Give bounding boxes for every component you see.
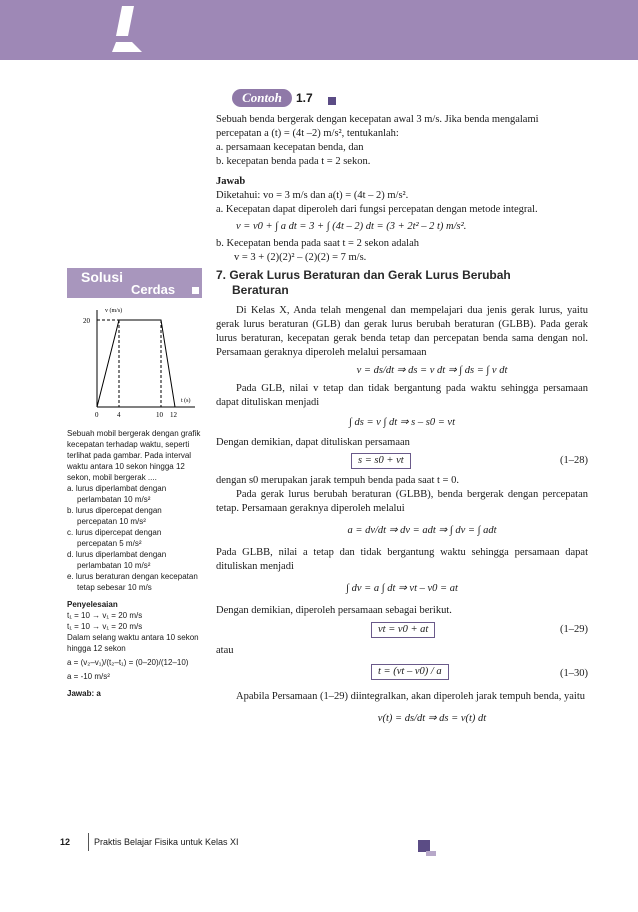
problem-item-b: b. kecepatan benda pada t = 2 sekon. <box>216 156 371 167</box>
book-title: Praktis Belajar Fisika untuk Kelas XI <box>94 837 239 847</box>
diketahui-line: Diketahui: vo = 3 m/s dan a(t) = (4t – 2) m/s². <box>216 190 409 201</box>
cerdas-title: Cerdas <box>131 282 176 297</box>
chapter-mark-icon <box>112 6 142 52</box>
section-title-line-2: Beraturan <box>232 283 289 297</box>
equation-5: ∫ dv = a ∫ dt ⇒ vt – v0 = at <box>346 583 458 594</box>
solution-line-1: t₁ = 10 → v₁ = 20 m/s <box>67 611 143 620</box>
solusi-title: Solusi <box>81 269 124 285</box>
sidebar-content <box>67 428 202 699</box>
header-square-icon <box>192 287 199 294</box>
problem-item-a: a. persamaan kecepatan benda, dan <box>216 142 364 153</box>
problem-line-1: Sebuah benda bergerak dengan kecepatan awal 3 m/s. Jika benda mengalami <box>216 114 539 125</box>
option-c: c. lurus dipercepat dengan percepatan 5 m/s² <box>67 528 162 548</box>
equation-3-row <box>216 453 588 471</box>
velocity-line <box>97 320 175 407</box>
option-d: d. lurus diperlambat dengan perlambatan 10 m/s² <box>67 550 167 570</box>
equation-3: s = s0 + vt <box>351 453 411 469</box>
atau-label: atau <box>216 645 234 656</box>
section-title <box>216 268 588 298</box>
penyelesaian-label: Penyelesaian <box>67 600 118 609</box>
graph-xlabel: t (s) <box>181 398 191 404</box>
problem-line-2: percepatan a (t) = (4t –2) m/s², tentukanlah: <box>216 128 399 139</box>
step-b: b. Kecepatan benda pada saat t = 2 sekon adalah <box>216 238 420 249</box>
equation-a: v = v0 + ∫ a dt = 3 + ∫ (4t – 2) dt = (3 + 2t² – 2 t) m/s². <box>236 221 467 232</box>
equation-2: ∫ ds = v ∫ dt ⇒ s – s0 = vt <box>348 417 455 428</box>
page-number: 12 <box>60 837 71 847</box>
graph-xtick-12: 12 <box>170 411 177 419</box>
graph-xtick-10: 10 <box>156 411 163 419</box>
header-band <box>0 0 638 60</box>
section-body <box>216 304 588 726</box>
footer-accent-icon <box>426 851 436 856</box>
step-a: a. Kecepatan dapat diperoleh dari fungsi percepatan dengan metode integral. <box>216 204 538 215</box>
solution-line-2: t₁ = 10 → v₁ = 20 m/s <box>67 622 143 631</box>
contoh-number: 1.7 <box>296 91 313 105</box>
example-block <box>216 113 588 265</box>
graph-ylabel: v (m/s) <box>105 308 123 314</box>
contoh-square-icon <box>328 97 336 105</box>
solution-line-4: a = (v₂–v₁)/(t₂–t₁) = (0–20)/(12–10) <box>67 658 189 667</box>
equation-6-row <box>216 622 588 640</box>
paragraph-8: Apabila Persamaan (1–29) diintegralkan, akan diperoleh jarak tempuh benda, yaitu <box>236 691 586 702</box>
paragraph-7: Dengan demikian, diperoleh persamaan sebagai berikut. <box>216 605 452 616</box>
equation-4: a = dv/dt ⇒ dv = adt ⇒ ∫ dv = ∫ adt <box>347 525 497 536</box>
paragraph-3: Dengan demikian, dapat dituliskan persamaan <box>216 437 410 448</box>
paragraph-1: Di Kelas X, Anda telah mengenal dan mempelajari dua jenis gerak lurus, yaitu gerak lurus beraturan (GLB) dan gerak lurus berubah beraturan (GLBB). Pada gerak lurus beraturan, kecepatan gerak benda tetap dan percepatan benda sama dengan nol. Persamaan geraknya diperoleh melalui persamaan <box>216 305 588 358</box>
equation-8: v(t) = ds/dt ⇒ ds = v(t) dt <box>377 713 487 724</box>
equation-6-number: (1–29) <box>560 624 588 635</box>
jawab-label: Jawab <box>216 176 246 187</box>
option-b: b. lurus dipercepat dengan percepatan 10 m/s² <box>67 506 162 526</box>
sidebar-answer: Jawab: a <box>67 689 101 698</box>
graph-xtick-0: 0 <box>95 411 99 419</box>
sidebar-question: Sebuah mobil bergerak dengan grafik kecepatan terhadap waktu, seperti terlihat pada gambar. Pada interval waktu antara 10 sekon hingga 12 sekon, mobil bergerak .... <box>67 429 201 482</box>
section-title-line-1: 7. Gerak Lurus Beraturan dan Gerak Lurus Berubah <box>216 268 511 282</box>
paragraph-2: Pada GLB, nilai v tetap dan tidak bergantung pada waktu sehingga persamaan dapat dituliskan menjadi <box>216 383 588 408</box>
paragraph-4: dengan s0 merupakan jarak tempuh benda pada saat t = 0. <box>216 475 459 486</box>
solution-line-3: Dalam selang waktu antara 10 sekon hingga 12 sekon <box>67 633 199 653</box>
option-e: e. lurus beraturan dengan kecepatan tetap sebesar 10 m/s <box>67 572 198 592</box>
graph-ytick-20: 20 <box>83 317 90 325</box>
graph-xtick-4: 4 <box>117 411 121 419</box>
paragraph-6: Pada GLBB, nilai a tetap dan tidak bergantung waktu sehingga persamaan dapat dituliskan menjadi <box>216 547 588 572</box>
option-a: a. lurus diperlambat dengan perlambatan 10 m/s² <box>67 484 167 504</box>
footer-divider <box>88 833 89 851</box>
equation-3-number: (1–28) <box>560 455 588 466</box>
solution-line-5: a = -10 m/s² <box>67 672 110 681</box>
solusi-cerdas-header <box>67 268 202 298</box>
equation-7-number: (1–30) <box>560 668 588 679</box>
equation-1: v = ds/dt ⇒ ds = v dt ⇒ ∫ ds = ∫ v dt <box>356 365 508 376</box>
contoh-pill: Contoh <box>232 89 292 107</box>
equation-7-row <box>216 662 588 686</box>
paragraph-5: Pada gerak lurus berubah beraturan (GLBB), benda bergerak dengan percepatan tetap. Persamaan geraknya diperoleh melalui <box>216 489 588 514</box>
equation-6: vt = v0 + at <box>371 622 435 638</box>
equation-b: v = 3 + (2)(2)² – (2)(2) = 7 m/s. <box>234 252 367 263</box>
velocity-graph <box>67 302 202 422</box>
equation-7: t = (vt – v0) / a <box>371 664 449 680</box>
